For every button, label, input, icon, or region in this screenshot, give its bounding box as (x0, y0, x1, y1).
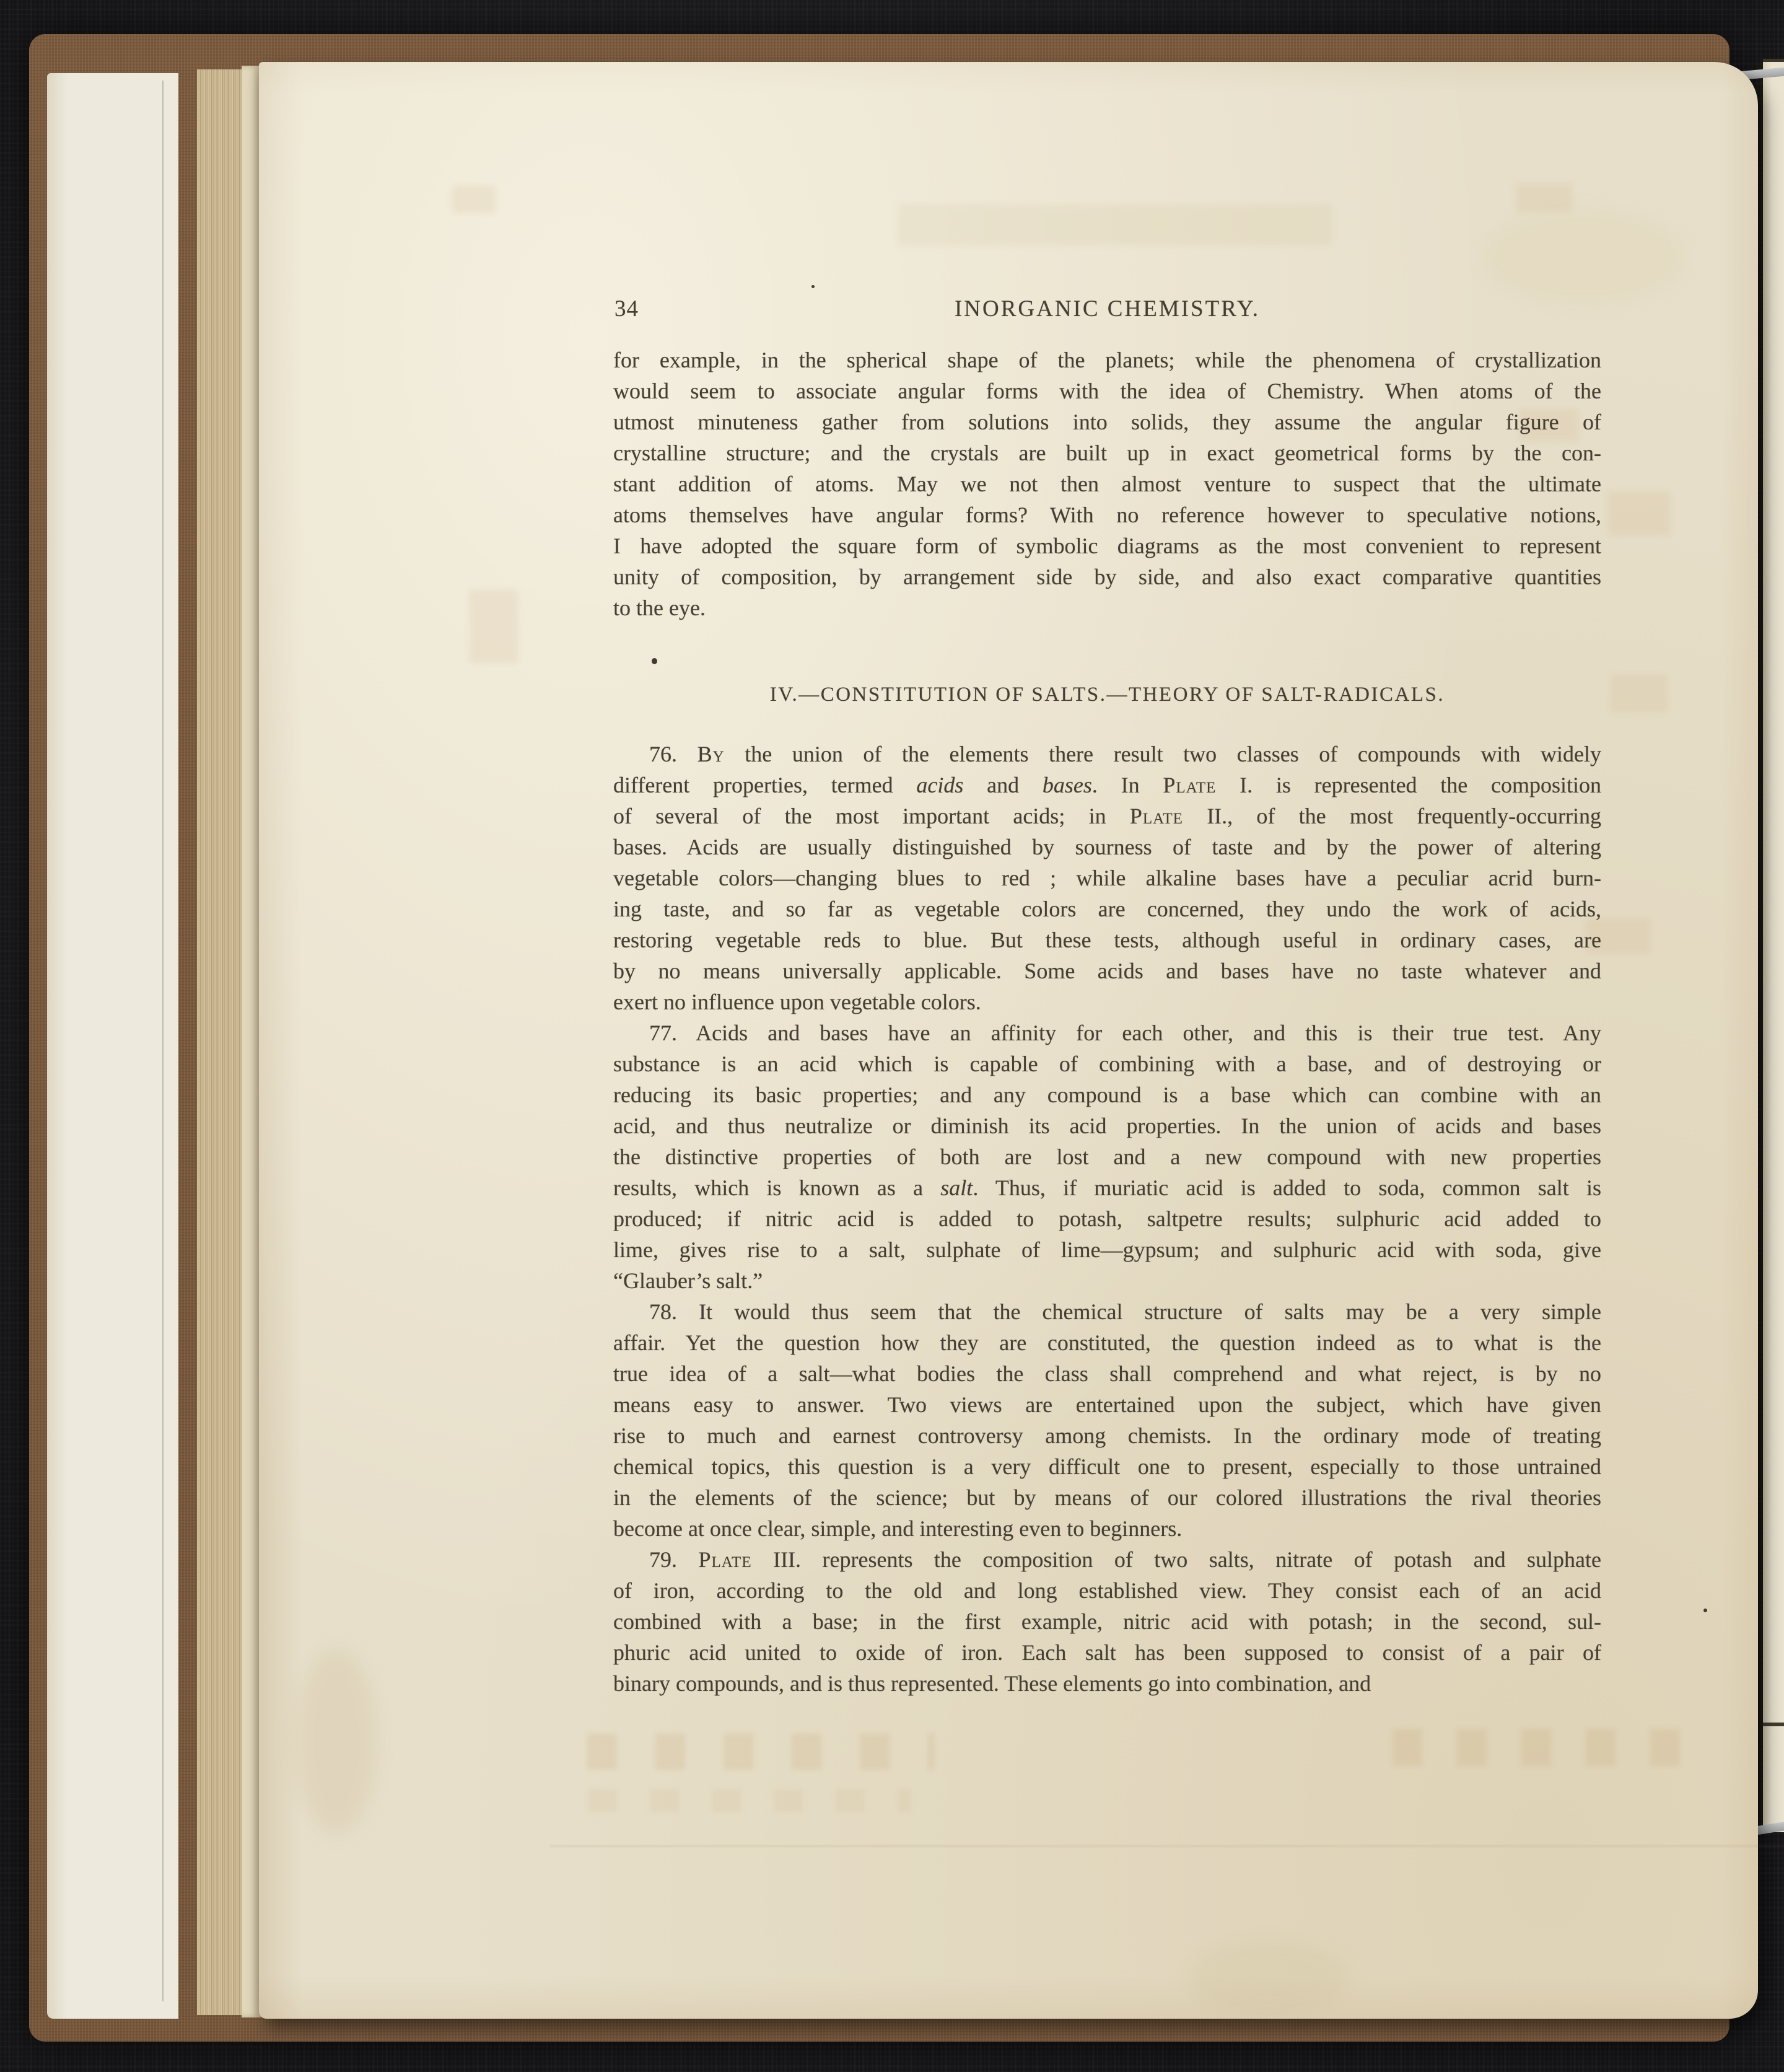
paragraph (613, 345, 1601, 623)
paragraph (613, 739, 1601, 1017)
text-line: by no means universally applicable. Some acids and bases have no taste whatever and (613, 959, 1601, 983)
text-line: reducing its basic properties; and any compound is a base which can combine with an (613, 1082, 1601, 1107)
paragraph (613, 1544, 1601, 1699)
paragraph (613, 1017, 1601, 1296)
paper-stain (296, 1648, 377, 1834)
text-line: unity of composition, by arrangement side by side, and also exact comparative quantities (613, 564, 1601, 589)
text-line: restoring vegetable reds to blue. But these tests, although useful in ordinary cases, are (613, 928, 1601, 952)
ink-speck (811, 285, 815, 288)
text-line: different properties, termed acids and bases. In Plate I. is represented the composition (613, 773, 1601, 797)
text-line: bases. Acids are usually distinguished by sourness of taste and by the power of altering (613, 835, 1601, 859)
text-line: stant addition of atoms. May we not then almost venture to suspect that the ultimate (613, 472, 1601, 496)
text-line: crystalline structure; and the crystals are built up in exact geometrical forms by the con- (613, 441, 1601, 465)
page-number: 34 (614, 296, 639, 322)
text-line: acid, and thus neutralize or diminish its acid properties. In the union of acids and bases (613, 1113, 1601, 1138)
text-line: 79. Plate III. represents the composition of two salts, nitrate of potash and sulphate (649, 1547, 1602, 1572)
page-edge-stack (197, 69, 242, 2015)
text-line: of several of the most important acids; in Plate II., of the most frequently-occurring (613, 804, 1601, 828)
endpaper-edge (47, 73, 178, 2019)
text-line: chemical topics, this question is a very difficult one to present, especially to those untrained (613, 1454, 1601, 1479)
endpaper-crease (162, 81, 164, 2001)
text-line: substance is an acid which is capable of combining with a base, and of destroying or (613, 1051, 1601, 1076)
text-line: produced; if nitric acid is added to potash, saltpetre results; sulphuric acid added to (613, 1206, 1601, 1231)
text-line: means easy to answer. Two views are entertained upon the subject, which have given (613, 1392, 1601, 1417)
showthrough-patch (1608, 492, 1670, 535)
showthrough-patch (898, 204, 1332, 245)
facing-page-sliver (1763, 59, 1784, 1832)
text-line: binary compounds, and is thus represented. These elements go into combination, and (613, 1671, 1371, 1696)
showthrough-patch (1611, 674, 1668, 713)
text-line: I have adopted the square form of symbolic diagrams as the most convenient to represent (613, 533, 1601, 558)
book-page (259, 62, 1758, 2019)
text-line: become at once clear, simple, and interesting even to beginners. (613, 1516, 1183, 1541)
text-line: would seem to associate angular forms with the idea of Chemistry. When atoms of the (613, 379, 1601, 403)
text-line: lime, gives rise to a salt, sulphate of lime—gypsum; and sulphuric acid with soda, give (613, 1237, 1601, 1262)
showthrough-patch (452, 186, 496, 213)
facing-plate-border-line (1763, 1723, 1784, 1726)
showthrough-patch (1516, 183, 1572, 212)
text-line: utmost minuteness gather from solutions into solids, they assume the angular figure of (613, 410, 1601, 434)
facing-plate-border-line (1763, 59, 1784, 62)
paper-stain (1485, 211, 1684, 304)
text-line: for example, in the spherical shape of the planets; while the phenomena of crystallization (613, 348, 1601, 372)
text-line: ing taste, and so far as vegetable colors are concerned, they undo the work of acids, (613, 897, 1601, 921)
paper-stain (1188, 1939, 1349, 2014)
showthrough-square-row (587, 1734, 934, 1770)
showthrough-patch (470, 590, 518, 663)
text-line: of iron, according to the old and long established view. They consist each of an acid (613, 1578, 1601, 1603)
text-line: “Glauber’s salt.” (613, 1268, 763, 1293)
text-line: 78. It would thus seem that the chemical structure of salts may be a very simple (649, 1299, 1601, 1324)
running-head: INORGANIC CHEMISTRY. (954, 296, 1261, 322)
text-line: 77. Acids and bases have an affinity for each other, and this is their true test. Any (649, 1021, 1601, 1045)
paragraph (613, 1296, 1601, 1544)
text-line: rise to much and earnest controversy among chemists. In the ordinary mode of treating (613, 1423, 1601, 1448)
section-heading: IV.—CONSTITUTION OF SALTS.—THEORY OF SALT-RADICALS. (769, 683, 1445, 706)
text-line: vegetable colors—changing blues to red ; while alkaline bases have a peculiar acrid burn- (613, 866, 1601, 890)
page-gutter (178, 74, 197, 2014)
text-line: in the elements of the science; but by means of our colored illustrations the rival theories (613, 1485, 1601, 1510)
text-body (613, 345, 1601, 1699)
text-line: true idea of a salt—what bodies the class shall comprehend and what reject, is by no (613, 1361, 1601, 1386)
page-header (613, 291, 1601, 322)
text-line: the distinctive properties of both are lost and a new compound with new properties (613, 1144, 1601, 1169)
text-line: phuric acid united to oxide of iron. Each salt has been supposed to consist of a pair of (613, 1640, 1601, 1665)
ink-speck (1703, 1609, 1707, 1612)
text-line: results, which is known as a salt. Thus, if muriatic acid is added to soda, common salt is (613, 1175, 1601, 1200)
text-line: atoms themselves have angular forms? With no reference however to speculative notions, (613, 503, 1601, 527)
text-line: exert no influence upon vegetable colors. (613, 990, 981, 1014)
showthrough-rule (550, 1845, 1784, 1847)
text-line: to the eye. (613, 595, 706, 620)
text-line: affair. Yet the question how they are constituted, the question indeed as to what is the (613, 1330, 1601, 1355)
showthrough-square-row (1393, 1729, 1684, 1766)
text-column (613, 291, 1601, 1699)
text-line: 76. By the union of the elements there result two classes of compounds with widely (649, 742, 1602, 766)
showthrough-square-row (588, 1789, 911, 1812)
text-line: combined with a base; in the first example, nitric acid with potash; in the second, sul- (613, 1609, 1601, 1634)
